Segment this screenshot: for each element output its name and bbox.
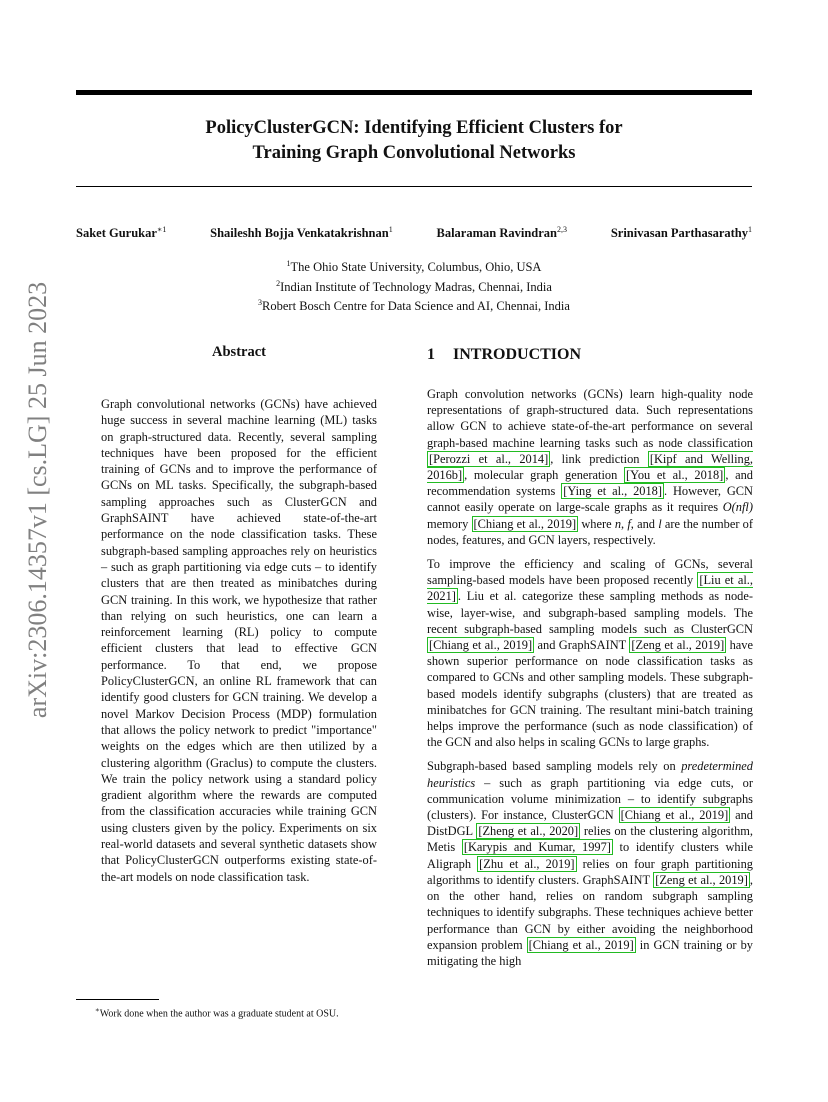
arxiv-stamp[interactable]: arXiv:2306.14357v1 [cs.LG] 25 Jun 2023 <box>23 281 52 719</box>
abstract-body: Graph convolutional networks (GCNs) have achieved huge success in several machine learning (ML) tasks on graph-structured data. Recently, several sampling techniques have been proposed for the efficient training of GCNs and to improve the performance of GCNs on ML tasks. Specifically, the subgraph-based sampling approaches such as ClusterGCN and GraphSAINT have achieved state-of-the-art performance on the node classification tasks. These subgraph-based sampling approaches rely on heuristics – such as graph partitioning via edge cuts – to identify clusters that are then treated as minibatches during GCN training. In this work, we hypothesize that rather than relying on such heuristics, one can learn a reinforcement learning (RL) policy to compute efficient clusters that lead to effective GCN performance. To that end, we propose PolicyClusterGCN, an online RL framework that can identify good clusters for GCN training. We develop a novel Markov Decision Process (MDP) formulation that allows the policy network to predict "importance" weights on the edges which are then utilized by a clustering algorithm (Graclus) to compute the clusters. We train the policy network using a standard policy gradient algorithm where the rewards are computed from the classification accuracies while training GCN using clusters given by the policy. Experiments on six real-world datasets and several synthetic datasets show that PolicyClusterGCN outperforms existing state-of-the-art models on node classification task. <box>101 397 377 884</box>
math-variable: n <box>614 516 622 531</box>
text-run: to identify clusters while Aligraph <box>427 840 753 871</box>
text-run: . However, GCN cannot easily operate on large-scale graphs as it requires <box>427 484 753 515</box>
footnote-mark: ∗ <box>95 1006 100 1014</box>
text-run: Subgraph-based based sampling models rely on <box>427 759 682 774</box>
text-run: , and recommendation systems <box>427 468 753 499</box>
author <box>611 221 752 242</box>
text-run: , link prediction <box>550 451 648 466</box>
text-run: . Liu et al. categorize these sampling methods as node-wise, layer-wise, and subgraph-based sampling models. The recent subgraph-based sampling models such as ClusterGCN <box>427 589 753 636</box>
intro-paragraph-3 <box>427 758 753 969</box>
text-run: , on the other hand, relies on random subgraph sampling techniques to identify subgraphs. These techniques achieve better performance than GCN by either avoiding the neighborhood expansion problem <box>427 872 753 952</box>
author-sup: 1 <box>747 225 752 234</box>
author <box>76 221 166 242</box>
intro-paragraph-1 <box>427 386 753 548</box>
citation-link[interactable]: [Zeng et al., 2019] <box>655 872 748 887</box>
section-title: INTRODUCTION <box>453 346 582 363</box>
author-name: Shaileshh Bojja Venkatakrishnan <box>210 226 389 241</box>
author-name: Balaraman Ravindran <box>436 226 558 241</box>
citation-link[interactable]: [Zeng et al., 2019] <box>631 638 725 653</box>
text-run: in GCN training or by mitigating the high <box>427 937 753 968</box>
text-run: memory <box>427 516 472 531</box>
author-sup: 2,3 <box>557 225 568 234</box>
abstract-heading: Abstract <box>212 344 266 360</box>
text-run: relies on four graph partitioning algorithms to identify clusters. GraphSAINT <box>427 856 753 887</box>
author <box>437 221 568 242</box>
affiliation-sup: 2 <box>276 278 281 288</box>
math-variable: f <box>627 516 631 531</box>
citation-link[interactable]: [Chiang et al., 2019] <box>528 937 634 952</box>
math-expression: O(nfl) <box>722 500 753 515</box>
citation-link[interactable]: [Zhu et al., 2019] <box>479 856 575 871</box>
citation-link[interactable]: [You et al., 2018] <box>626 468 724 483</box>
citation-link[interactable]: [Chiang et al., 2019] <box>429 638 533 653</box>
footnote-rule <box>76 999 159 1000</box>
affiliation-sup: 3 <box>258 298 263 308</box>
citation-link[interactable]: [Kipf and Welling, 2016b] <box>427 451 754 483</box>
affiliation-text: Robert Bosch Centre for Data Science and AI, Chennai, India <box>262 299 570 314</box>
affiliation <box>76 295 752 315</box>
text-run: and DistDGL <box>427 808 753 839</box>
footnote-text: Work done when the author was a graduate student at OSU. <box>99 1008 339 1020</box>
text-run: – such as graph partitioning via edge cuts, or communication volume minimization – to identify subgraphs (clusters). For instance, ClusterGCN <box>427 775 753 823</box>
paper-title <box>76 116 752 166</box>
author-sup: 1 <box>388 225 393 234</box>
author-list <box>76 221 752 242</box>
emphasis-text: predetermined heuristics <box>427 759 753 790</box>
text-run: , and <box>630 516 659 531</box>
author-name: Saket Gurukar <box>76 226 157 241</box>
text-run: and GraphSAINT <box>534 638 630 653</box>
text-run: where <box>578 516 615 531</box>
citation-link[interactable]: [Zheng et al., 2020] <box>478 824 579 839</box>
text-run: To improve the efficiency and scaling of GCNs, several sampling-based models have been proposed recently <box>427 557 753 588</box>
affiliation <box>76 276 752 296</box>
top-rule <box>76 90 752 95</box>
text-run: , molecular graph generation <box>464 468 625 483</box>
title-rule <box>76 186 752 187</box>
footnote <box>95 1004 415 1020</box>
title-line-1: PolicyClusterGCN: Identifying Efficient Clusters for <box>205 118 623 138</box>
intro-paragraph-2 <box>427 556 753 750</box>
citation-link[interactable]: [Karypis and Kumar, 1997] <box>463 840 611 855</box>
introduction-body <box>427 386 753 977</box>
author-name: Srinivasan Parthasarathy <box>610 226 748 241</box>
math-variable: l <box>658 516 662 531</box>
citation-link[interactable]: [Liu et al., 2021] <box>427 573 753 604</box>
section-number: 1 <box>427 346 435 363</box>
text-run: relies on the clustering algorithm, Metis <box>427 824 754 855</box>
author <box>210 221 393 242</box>
affiliation <box>76 256 752 276</box>
text-run: , <box>621 516 628 531</box>
affiliation-list <box>76 256 752 315</box>
affiliation-text: The Ohio State University, Columbus, Ohio, USA <box>290 260 542 275</box>
citation-link[interactable]: [Chiang et al., 2019] <box>473 516 577 531</box>
text-run: Graph convolution networks (GCNs) learn high-quality node representations of graph-structured data. Such representations allow GCN to achieve state-of-the-art performance on several graph-based machine learning tasks such as node classification <box>427 387 753 450</box>
citation-link[interactable]: [Perozzi et al., 2014] <box>429 451 549 466</box>
text-run: are the number of nodes, features, and GCN layers, respectively. <box>427 516 754 547</box>
author-sup: ∗1 <box>156 225 167 234</box>
citation-link[interactable]: [Ying et al., 2018] <box>563 484 662 499</box>
affiliation-sup: 1 <box>286 259 291 268</box>
citation-link[interactable]: [Chiang et al., 2019] <box>620 808 729 823</box>
section-heading <box>427 346 753 364</box>
text-run: have shown superior performance on node classification tasks as compared to GCNs and other sampling models. These subgraph-based models identify subgraphs (clusters) that are treated as minibatches for GCN training. The resultant mini-batch training helps improve the performance (such as node classification) of the GCN and also helps in scaling GCNs to large graphs. <box>427 638 753 750</box>
title-line-2: Training Graph Convolutional Networks <box>252 143 576 163</box>
affiliation-text: Indian Institute of Technology Madras, Chennai, India <box>280 279 552 294</box>
